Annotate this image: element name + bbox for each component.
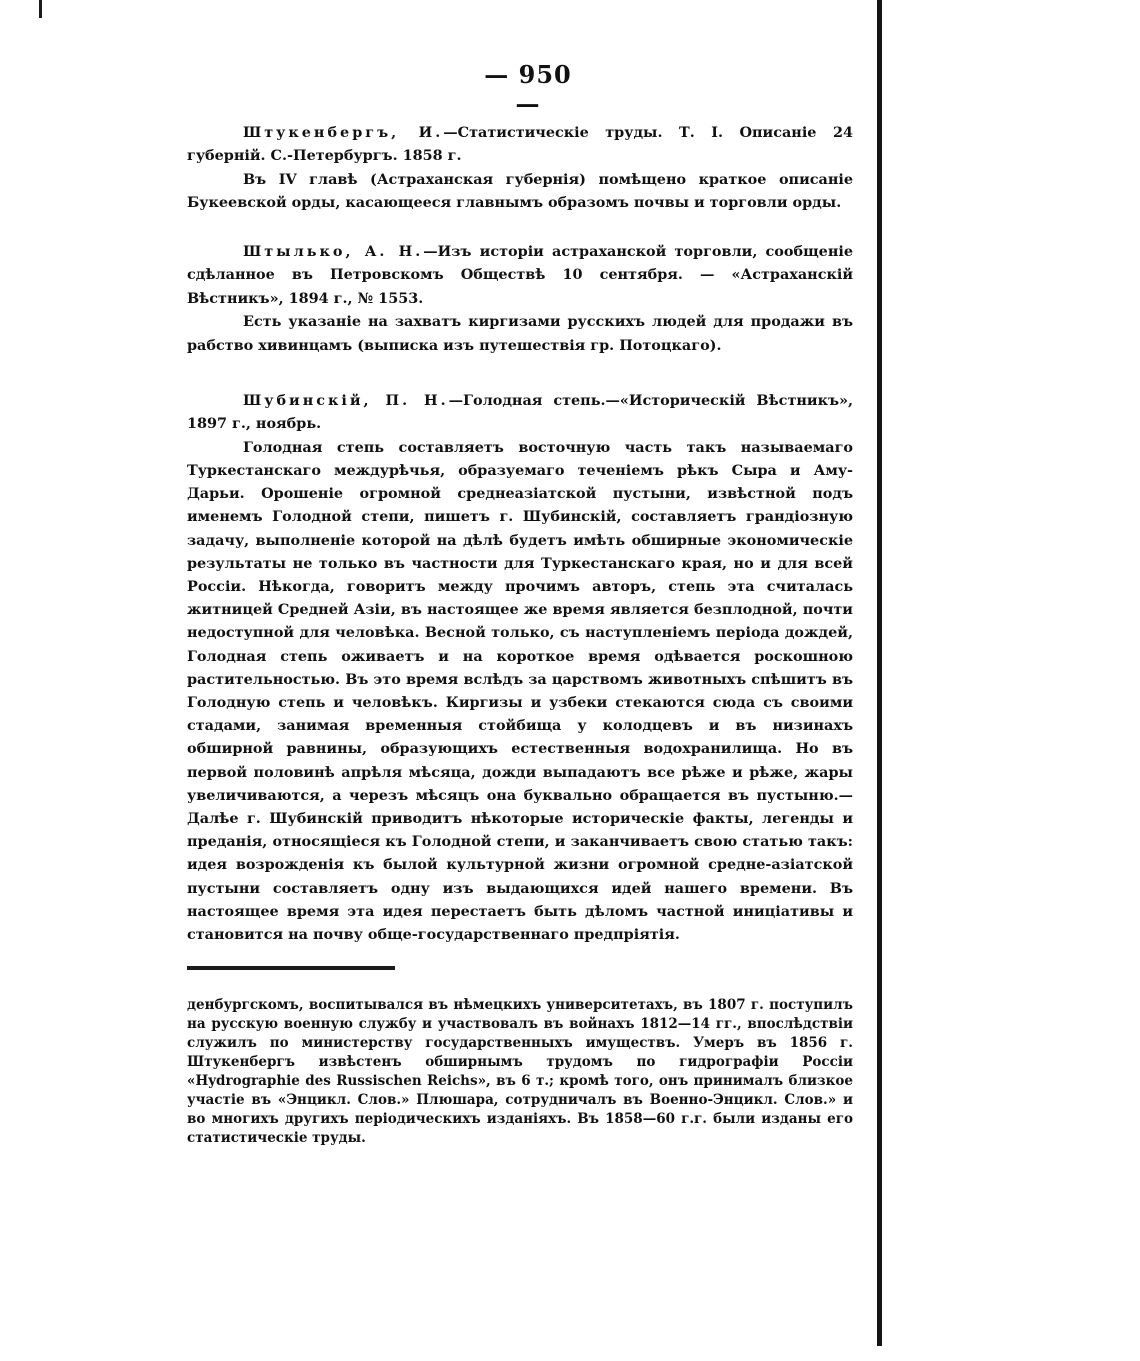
footnote: [187, 996, 853, 1148]
entry-author: Шубинскій, П. Н.: [243, 392, 449, 409]
bibliography-entry: [187, 121, 853, 215]
entry-author: Штылько, А. Н.: [243, 243, 424, 260]
entry-annotation: Есть указаніе на захватъ киргизами русскихъ людей для продажи въ рабство хивинцамъ (выписка изъ путешествія гр. Потоцкаго).: [187, 313, 853, 354]
page-number: — 950 —: [484, 60, 572, 118]
footnote-text: денбургскомъ, воспитывался въ нѣмецкихъ университетахъ, въ 1807 г. поступилъ на русскую военную службу и участвовалъ въ войнахъ 1812—14 гг., впослѣдствіи служилъ по министерству государственныхъ имуществъ. Умеръ въ 1856 г. Штукенбергъ извѣстенъ обширнымъ трудомъ по гидрографіи Россіи «Hydrographie des Russischen Reichs», въ 6 т.; кромѣ того, онъ принималъ близкое участіе въ «Энцикл. Слов.» Плюшара, сотрудничалъ въ Военно-Энцикл. Слов.» и во многихъ другихъ періодическихъ изданіяхъ. Въ 1858—60 г.г. были изданы его статистическіе труды.: [187, 997, 853, 1146]
bibliography-entry: [187, 389, 853, 946]
entry-citation: [187, 240, 853, 310]
entry-citation: [187, 121, 853, 168]
entry-annotation: Голодная степь составляетъ восточную часть такъ называемаго Туркестанскаго междурѣчья, образуемаго теченіемъ рѣкъ Сыра и Аму-Дарьи. Орошеніе огромной среднеазіатской пустыни, извѣстной подъ именемъ Голодной степи, пишетъ г. Шубинскій, составляетъ грандіозную задачу, выполненіе которой на дѣлѣ будетъ имѣть обширные экономическіе результаты не только въ частности для Туркестанскаго края, но и для всей Россіи. Нѣкогда, говоритъ между прочимъ авторъ, степь эта считалась житницей Средней Азіи, въ настоящее же время является безплодной, почти недоступной для человѣка. Весной только, съ наступленіемъ періода дождей, Голодная степь оживаетъ и на короткое время одѣвается роскошною растительностью. Въ это время вслѣдъ за царствомъ животныхъ спѣшитъ въ Голодную степь и человѣкъ. Киргизы и узбеки стекаются сюда съ своими стадами, занимая временныя стойбища у колодцевъ и въ низинахъ обширной равнины, образующихъ естественныя водохранилища. Но въ первой половинѣ апрѣля мѣсяца, дожди выпадаютъ все рѣже и рѣже, жары увеличиваются, а черезъ мѣсяцъ она буквально обращается въ пустыню.—Далѣе г. Шубинскій приводитъ нѣкоторые историческіе факты, легенды и преданія, относящіеся къ Голодной степи, и заканчиваетъ свою статью такъ: идея возрожденія къ былой культурной жизни огромной средне-азіатской пустыни составляетъ одну изъ выдающихся идей нашего времени. Въ настоящее время эта идея перестаетъ быть дѣломъ частной иниціативы и становится на почву обще-государственнаго предпріятія.: [187, 438, 853, 944]
entry-title: —Голодная степь.—«Историческій Вѣстникъ», 1897 г., ноябрь.: [187, 392, 854, 433]
footnote-divider: [187, 966, 395, 970]
entry-title: —Статистическіе труды. Т. I. Описаніе 24 губерній. С.-Петербургъ. 1858 г.: [187, 124, 853, 165]
left-margin-rule: [39, 0, 42, 18]
entry-annotation: Въ IV главѣ (Астраханская губернія) помѣщено краткое описаніе Букеевской орды, касающееся главнымъ образомъ почвы и торговли орды.: [187, 170, 853, 212]
right-margin-rule: [877, 0, 882, 1346]
entry-citation: [187, 389, 853, 436]
entry-title: —Изъ исторіи астраханской торговли, сообщеніе сдѣланное въ Петровскомъ Обществѣ 10 сентября. — «Астраханскій Вѣстникъ», 1894 г., № 1553.: [187, 243, 853, 307]
entry-author: Штукенбергъ, И.: [243, 124, 444, 141]
bibliography-entry: [187, 240, 853, 357]
